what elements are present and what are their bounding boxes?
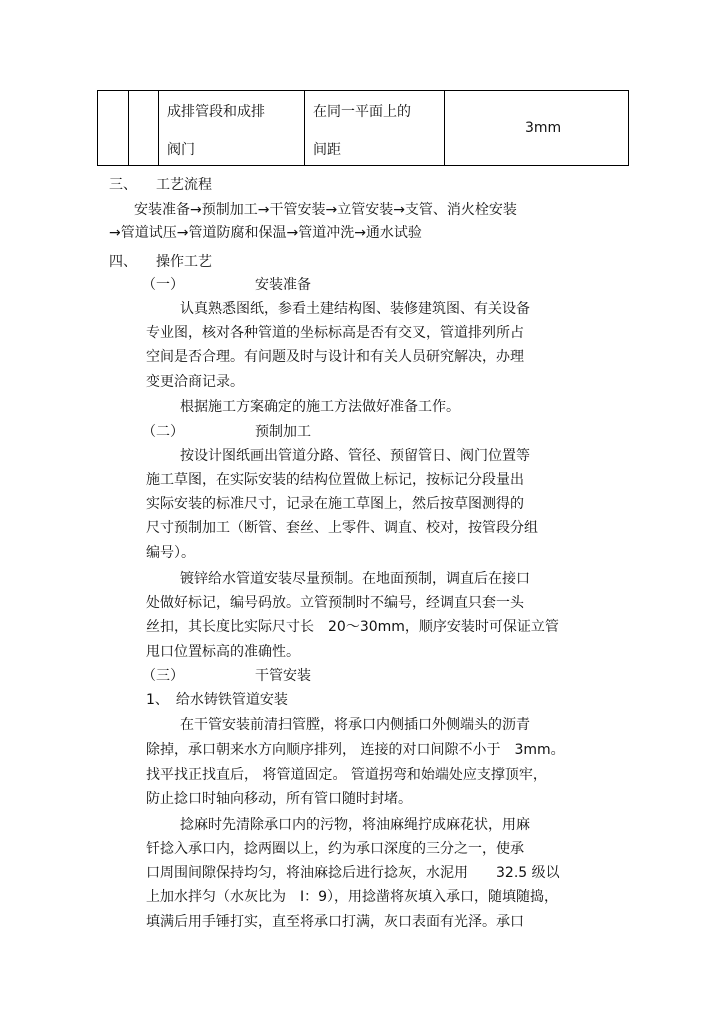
table-cell-item	[159, 91, 305, 166]
sub3-p2-line5: 填满后用手锤打实，直至将承口打满，灰口表面有光泽。承口	[146, 914, 524, 930]
sub3-p1-line1: 在干管安装前清扫管膛，将承口内侧插口外侧端头的沥青	[180, 717, 530, 733]
sub2-p2-line2: 处做好标记，编号码放。立管预制时不编号，经调直只套一头	[146, 595, 524, 611]
sub3-p1-line2: 除掉，承口朝来水方向顺序排列， 连接的对口间隙不小于 3mm。	[146, 742, 565, 758]
process-flow-line2: →管道试压→管道防腐和保温→管道冲洗→通水试验	[109, 225, 422, 241]
sub3-number: （三）	[142, 668, 184, 684]
sub2-p1-line3: 实际安装的标准尺寸，记录在施工草图上，然后按草图测得的	[146, 496, 524, 512]
table-cell-1	[98, 91, 129, 166]
table-value: 3mm	[525, 120, 562, 136]
section3-number: 三、	[109, 177, 137, 193]
section4-number: 四、	[109, 254, 137, 270]
sub2-p2-line3: 丝扣，其长度比实际尺寸长 20～30mm，顺序安装时可保证立管	[146, 619, 559, 635]
sub1-p1-line1: 认真熟悉图纸，参看土建结构图、装修建筑图、有关设备	[180, 301, 530, 317]
spec-table	[97, 90, 629, 166]
sub3-p1-line3: 找平找正找直后， 将管道固定。 管道拐弯和始端处应支撑顶牢，	[146, 767, 547, 783]
sub2-p1-line5: 编号）。	[146, 545, 195, 561]
table-item-line2: 阀门	[167, 142, 195, 158]
table-item-line1: 成排管段和成排	[167, 104, 265, 120]
table-desc-line1: 在同一平面上的	[313, 104, 411, 120]
sub1-p2: 根据施工方案确定的施工方法做好准备工作。	[180, 399, 460, 415]
sub3-p2-line1: 捻麻时先清除承口内的污物，将油麻绳拧成麻花状，用麻	[180, 817, 530, 833]
sub3-p2-line3: 口周围间隙保持均匀，将油麻捻后进行捻灰，水泥用 32.5 级以	[146, 865, 560, 881]
table-desc-line2: 间距	[313, 142, 341, 158]
sub2-p1-line4: 尺寸预制加工（断管、套丝、上零件、调直、校对，按管段分组	[146, 520, 538, 536]
sub3-title: 干管安装	[255, 668, 311, 684]
sub2-p2-line1: 镀锌给水管道安装尽量预制。在地面预制，调直后在接口	[180, 571, 530, 587]
sub3-p2-line4: 上加水拌匀（水灰比为 Ⅰ：9），用捻凿将灰填入承口，随填随捣，	[146, 889, 559, 905]
table-cell-desc	[305, 91, 445, 166]
sub1-p1-line2: 专业图，核对各种管道的坐标标高是否有交叉，管道排列所占	[146, 325, 524, 341]
sub2-p2-line4: 甩口位置标高的准确性。	[146, 644, 300, 660]
sub1-number: （一）	[142, 277, 184, 293]
table-cell-value	[445, 91, 629, 166]
sub2-title: 预制加工	[255, 424, 311, 440]
sub2-number: （二）	[142, 424, 184, 440]
sub3-item1: 1、 给水铸铁管道安装	[146, 692, 288, 708]
sub3-p1-line4: 防止捻口时轴向移动，所有管口随时封堵。	[146, 791, 412, 807]
section4-title: 操作工艺	[156, 254, 212, 270]
table-cell-2	[129, 91, 159, 166]
process-flow-line1: 安装准备→预制加工→干管安装→立管安装→支管、消火栓安装	[134, 202, 517, 218]
sub2-p1-line2: 施工草图，在实际安装的结构位置做上标记，按标记分段量出	[146, 472, 524, 488]
sub1-p1-line4: 变更洽商记录。	[146, 374, 244, 390]
sub2-p1-line1: 按设计图纸画出管道分路、管径、预留管日、阀门位置等	[180, 448, 530, 464]
sub1-p1-line3: 空间是否合理。有问题及时与设计和有关人员研究解决，办理	[146, 349, 524, 365]
sub1-title: 安装准备	[255, 277, 311, 293]
section3-title: 工艺流程	[156, 177, 212, 193]
sub3-p2-line2: 钎捻入承口内，捻两圈以上，约为承口深度的三分之一，使承	[146, 841, 524, 857]
